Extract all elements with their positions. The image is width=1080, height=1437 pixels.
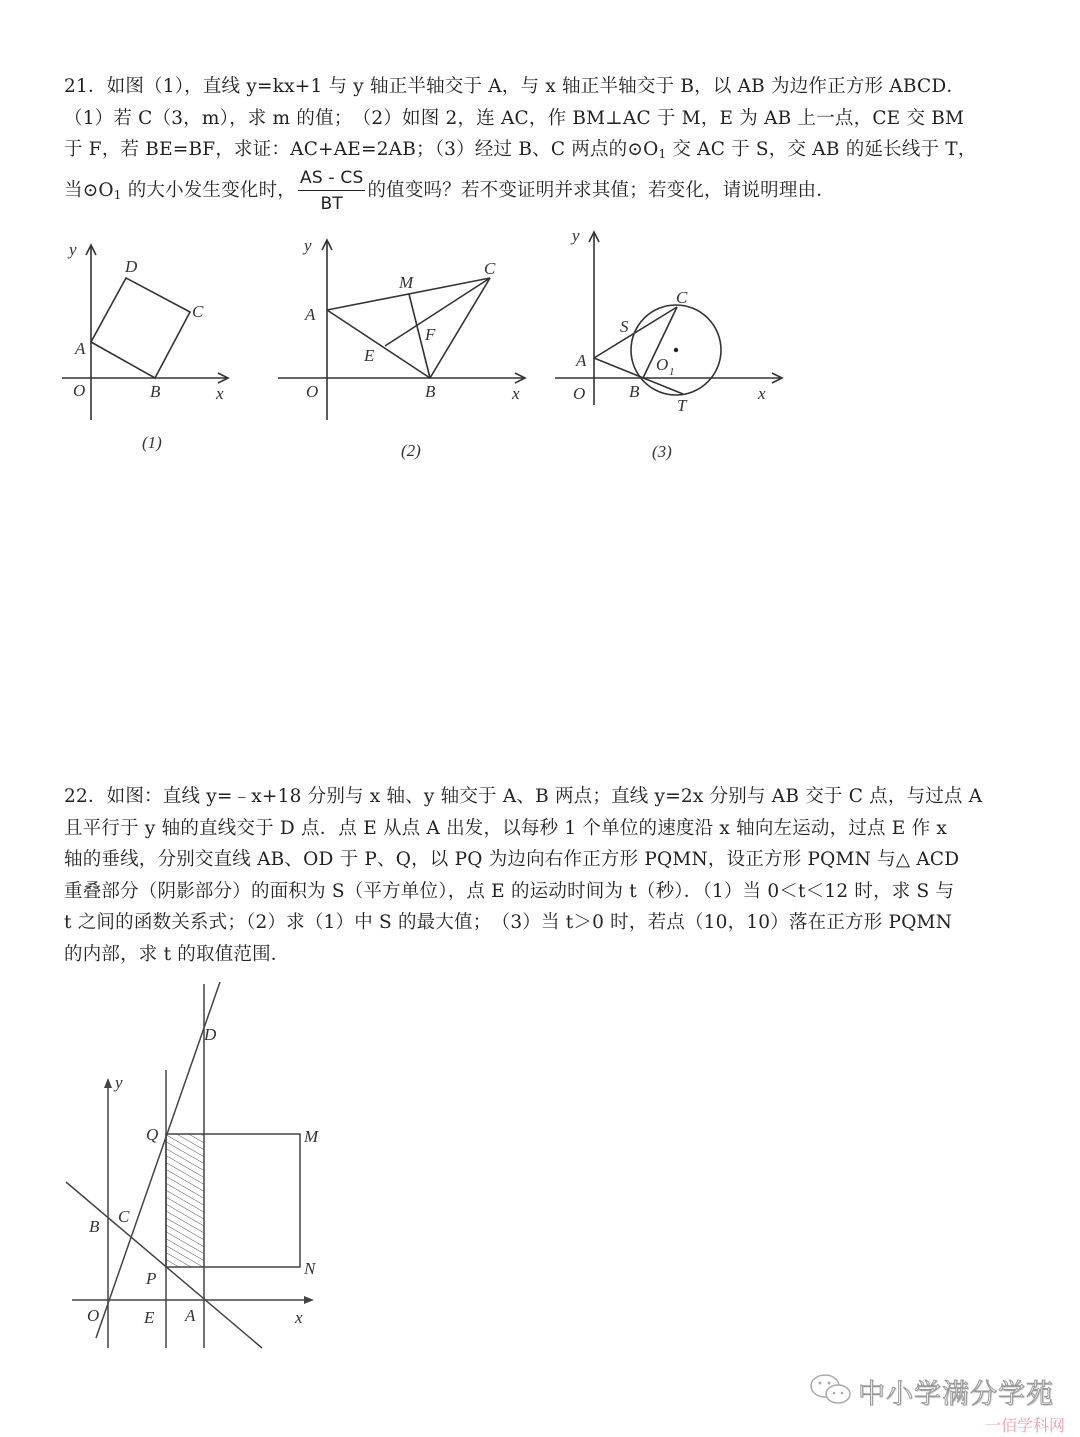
watermark-site: 一佰学科网 <box>985 1416 1066 1435</box>
label-e: E <box>144 1308 155 1327</box>
square-pqmn <box>166 1134 300 1267</box>
problem-21-line-part: 交 AC 于 S，交 AB 的延长线于 T， <box>672 139 977 160</box>
y-axis-arrow-icon <box>104 1078 112 1088</box>
problem-22-line: 且平行于 y 轴的直线交于 D 点．点 E 从点 A 出发，以每秒 1 个单位的速度沿 x 轴向左运动，过点 E 作 x <box>64 817 948 839</box>
problem-22-line: 的内部，求 t 的取值范围． <box>64 943 290 965</box>
line-ab <box>66 1182 262 1348</box>
label-e: E <box>364 346 375 365</box>
problem-22-line: 22．如图：直线 y=﹣x+18 分别与 x 轴、y 轴交于 A、B 两点；直线 y=2x 分别与 AB 交于 C 点，与过点 A <box>64 786 983 807</box>
label-y: y <box>69 240 77 259</box>
label-y: y <box>304 236 312 255</box>
figure-caption: (1) <box>142 433 162 452</box>
label-o: O <box>73 381 86 400</box>
problem-21-line: 21．如图（1），直线 y=kx+1 与 y 轴正半轴交于 A，与 x 轴正半轴交于 B，以 AB 为边作正方形 ABCD． <box>64 76 966 97</box>
label-n: N <box>304 1259 316 1278</box>
problem-21-line-part: 于 F，若 BE=BF，求证：AC+AE=2AB；（3）经过 B、C 两点的⊙O <box>64 139 659 160</box>
label-c: C <box>118 1207 130 1226</box>
label-x: x <box>295 1308 303 1327</box>
label-q: Q <box>146 1125 159 1144</box>
label-d: D <box>125 257 138 276</box>
wechat-icon <box>808 1372 858 1408</box>
square-abcd <box>91 278 190 378</box>
problem-22-line: 轴的垂线，分别交直线 AB、OD 于 P、Q，以 PQ 为边向右作正方形 PQMN，设正方形 PQMN 与△ ACD <box>64 849 960 870</box>
label-b: B <box>629 382 640 401</box>
label-x: x <box>512 384 520 403</box>
label-o: O <box>306 382 319 401</box>
label-b: B <box>89 1217 100 1236</box>
label-a: A <box>185 1306 196 1325</box>
label-m: M <box>304 1127 319 1146</box>
problem-22-line: 重叠部分（阴影部分）的面积为 S（平方单位），点 E 的运动时间为 t（秒）．（1）当 0＜t＜12 时，求 S 与 <box>64 880 955 902</box>
x-axis-arrow-icon <box>304 1296 314 1304</box>
problem-21-line-part: 的值变吗？若不变证明并求其值；若变化，请说明理由． <box>367 179 835 201</box>
label-o1: O <box>656 355 669 374</box>
label-o1-subscript: 1 <box>669 366 675 378</box>
label-a: A <box>576 351 587 370</box>
problem-22-text <box>64 781 1034 970</box>
figure-caption: (3) <box>652 442 672 461</box>
label-b: B <box>425 382 436 401</box>
line-od <box>96 982 220 1338</box>
label-y: y <box>572 226 580 245</box>
label-b: B <box>150 382 161 401</box>
label-m: M <box>399 273 414 292</box>
label-p: P <box>146 1269 157 1288</box>
label-a: A <box>305 305 316 324</box>
figure-1 <box>62 245 228 420</box>
watermark-brand: 中小学满分学苑 <box>858 1379 1054 1410</box>
segment-bc <box>430 278 490 378</box>
subscript: 1 <box>113 187 122 202</box>
shaded-overlap-region <box>166 1134 204 1267</box>
problem-21-line-part: 当⊙O <box>64 179 114 201</box>
center-point-o1 <box>674 348 678 352</box>
segment-ab <box>327 310 430 378</box>
figure-caption: (2) <box>401 441 421 460</box>
problem-22-line: t 之间的函数关系式；（2）求（1）中 S 的最大值； （3）当 t＞0 时，若点（10，10）落在正方形 PQMN <box>64 912 953 933</box>
label-t: T <box>677 396 687 415</box>
label-a: A <box>75 339 86 358</box>
label-x: x <box>216 384 224 403</box>
figure-3 <box>555 232 782 405</box>
problem-21-figures <box>0 0 1080 520</box>
problem-21-line: （1）若 C（3，m），求 m 的值； （2）如图 2，连 AC，作 BM⊥AC 于 M，E 为 AB 上一点，CE 交 BM <box>64 107 965 129</box>
label-y: y <box>115 1073 123 1092</box>
label-o: O <box>573 384 586 403</box>
label-f: F <box>425 325 436 344</box>
label-c: C <box>484 259 496 278</box>
label-d: D <box>204 1025 217 1044</box>
label-c: C <box>676 288 688 307</box>
problem-21-line-part: 的大小发生变化时， <box>121 179 297 201</box>
subscript: 1 <box>658 147 667 161</box>
fraction-numerator: AS - CS <box>298 168 365 191</box>
fraction-denominator: BT <box>320 193 343 214</box>
label-o: O <box>87 1306 100 1325</box>
label-s: S <box>620 317 629 336</box>
label-x: x <box>758 384 766 403</box>
label-c: C <box>192 302 204 321</box>
